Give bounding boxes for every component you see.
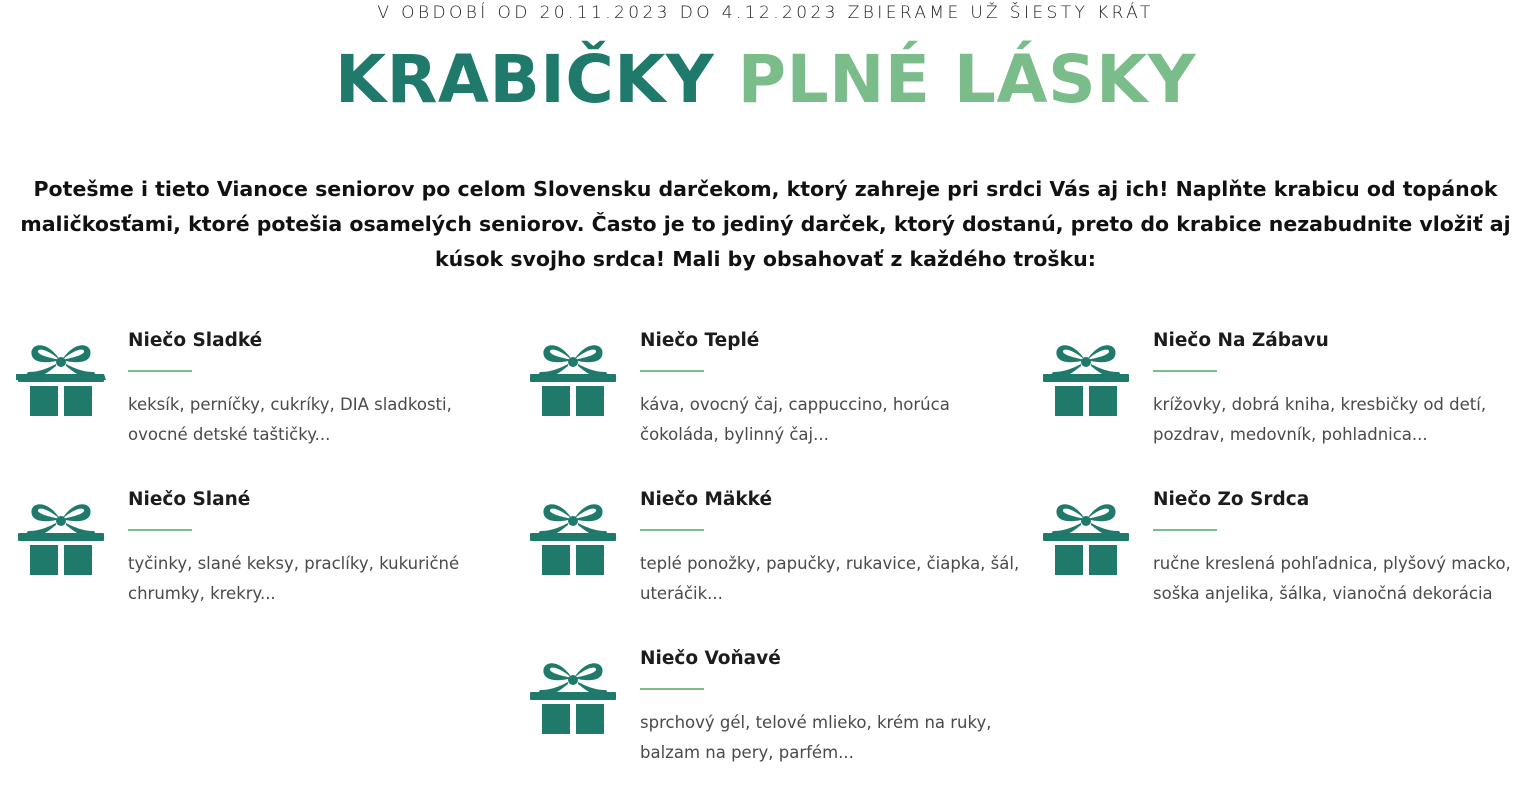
item-title: Niečo Zo Srdca [1153, 489, 1310, 510]
item-description: krížovky, dobrá kniha, kresbičky od detí, pozdrav, medovník, pohladnica... [1153, 395, 1487, 444]
item-description: tyčinky, slané keksy, praclíky, kukuričné chrumky, krekry... [128, 554, 460, 603]
item-teple [528, 330, 950, 480]
item-zo-srdca [1041, 489, 1511, 639]
title-part-1: KRABIČKY [334, 41, 715, 118]
item-title: Niečo Sladké [128, 330, 263, 351]
item-description: sprchový gél, telové mlieko, krém na ruky, balzam na pery, parfém... [640, 713, 992, 762]
divider [1153, 529, 1217, 531]
item-title: Niečo Mäkké [640, 489, 773, 510]
gift-icon [16, 334, 106, 416]
intro-paragraph: Potešme i tieto Vianoce seniorov po celom Slovensku darčekom, ktorý zahreje pri srdci Vás aj ich! Naplňte krabicu od topánok maličkosťami, ktoré potešia osamelých seniorov. Často je to jediný darček, ktorý dostanú, preto do krabice nezabudnite vložiť aj kúsok svojho srdca! Mali by obsahovať z každého trošku: [20, 177, 1511, 271]
page-title [0, 38, 1531, 122]
item-slane [16, 489, 460, 639]
item-makke [528, 489, 1020, 639]
item-title: Niečo Teplé [640, 330, 760, 351]
item-sladke [16, 330, 452, 480]
item-zabava [1041, 330, 1487, 480]
divider [128, 370, 192, 372]
campaign-period-subtitle: V OBDOBÍ OD 20.11.2023 DO 4.12.2023 ZBIERAME UŽ ŠIESTY KRÁT [377, 3, 1154, 23]
gift-icon [528, 334, 618, 416]
title-part-2: PLNÉ LÁSKY [737, 41, 1197, 118]
gift-icon [1041, 334, 1131, 416]
item-description: keksík, perníčky, cukríky, DIA sladkosti, ovocné detské taštičky... [128, 395, 452, 444]
item-title: Niečo Na Zábavu [1153, 330, 1329, 351]
item-title: Niečo Slané [128, 489, 251, 510]
divider [640, 688, 704, 690]
gift-icon [528, 493, 618, 575]
item-title: Niečo Voňavé [640, 648, 781, 669]
divider [1153, 370, 1217, 372]
divider [640, 370, 704, 372]
divider [640, 529, 704, 531]
item-vonave [528, 648, 992, 798]
gift-icon [528, 652, 618, 734]
gift-icon [1041, 493, 1131, 575]
item-description: ručne kreslená pohľadnica, plyšový macko, soška anjelika, šálka, vianočná dekorácia [1153, 554, 1511, 603]
divider [128, 529, 192, 531]
item-description: káva, ovocný čaj, cappuccino, horúca čokoláda, bylinný čaj... [640, 395, 950, 444]
item-description: teplé ponožky, papučky, rukavice, čiapka, šál, uteráčik... [640, 554, 1020, 603]
gift-icon [16, 493, 106, 575]
